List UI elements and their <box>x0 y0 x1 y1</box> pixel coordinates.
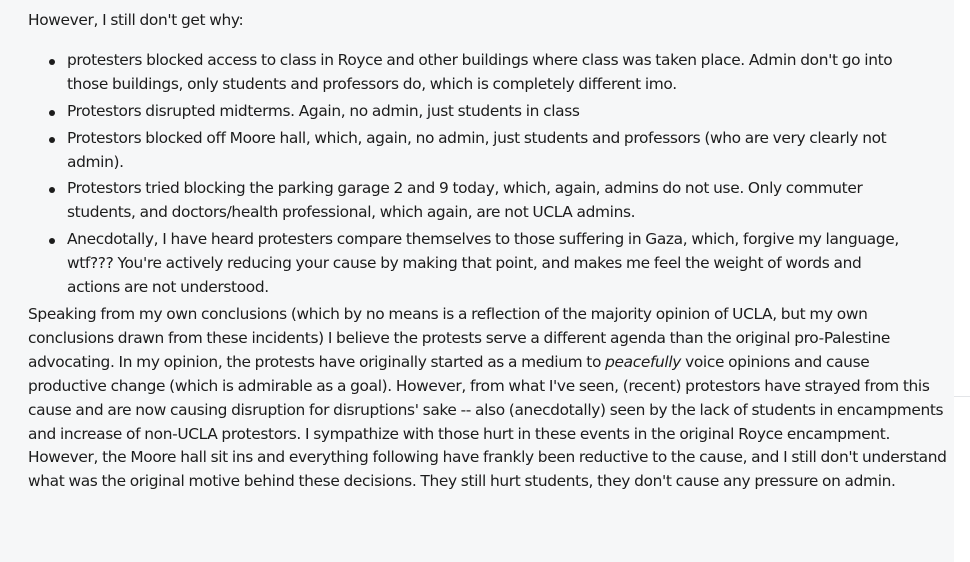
list-item <box>28 177 948 225</box>
list-item-text: protesters blocked access to class in Royce and other buildings where class was taken place. Admin don't go into those buildings, only students and professors do, which is completely different imo. <box>67 50 893 93</box>
conclusion-text-part-2: voice opinions and cause productive change (which is admirable as a goal). However, from what I've seen, (recent) protestors have strayed from this cause and are now causing disruption for disruptions' sake -- also (anecdotally) seen by the lack of students in encampments and increase of non-UCLA protestors. I sympathize with those hurt in these events in the original Royce encampment. However, the Moore hall sit ins and everything following have frankly been reductive to the cause, and I still don't understand what was the original motive behind these decisions. They still hurt students, they don't cause any pressure on admin. <box>28 352 947 491</box>
list-item <box>28 100 948 124</box>
bullet-icon <box>49 238 55 244</box>
sidebar-divider <box>954 396 970 397</box>
list-item-text: Anecdotally, I have heard protesters compare themselves to those suffering in Gaza, which, forgive my language, wtf??? You're actively reducing your cause by making that point, and makes me feel the weight of words and actions are not understood. <box>67 230 899 297</box>
right-sidebar-edge <box>954 0 970 562</box>
bullet-icon <box>49 59 55 65</box>
list-item-text: Protestors blocked off Moore hall, which, again, no admin, just students and professors (who are very clearly not admin). <box>67 128 887 171</box>
list-item <box>28 49 948 97</box>
bullet-icon <box>49 137 55 143</box>
list-item <box>28 228 948 300</box>
conclusion-emphasis: peacefully <box>605 352 682 371</box>
list-item-text: Protestors disrupted midterms. Again, no admin, just students in class <box>67 101 580 120</box>
conclusion-text-part-1: Speaking from my own conclusions (which by no means is a reflection of the majority opinion of UCLA, but my own conclusions drawn from these incidents) I believe the protests serve a different agenda than the original pro-Palestine advocating. In my opinion, the protests have originally started as a medium to <box>28 304 891 371</box>
list-item <box>28 127 948 175</box>
bullet-icon <box>49 110 55 116</box>
list-item-text: Protestors tried blocking the parking garage 2 and 9 today, which, again, admins do not use. Only commuter students, and doctors/health professional, which again, are not UCLA admins. <box>67 179 863 222</box>
bullet-icon <box>49 187 55 193</box>
post-conclusion-paragraph <box>28 303 948 494</box>
grievance-list <box>28 49 948 300</box>
post-body <box>28 0 948 494</box>
post-intro-paragraph: However, I still don't get why: <box>28 11 244 29</box>
